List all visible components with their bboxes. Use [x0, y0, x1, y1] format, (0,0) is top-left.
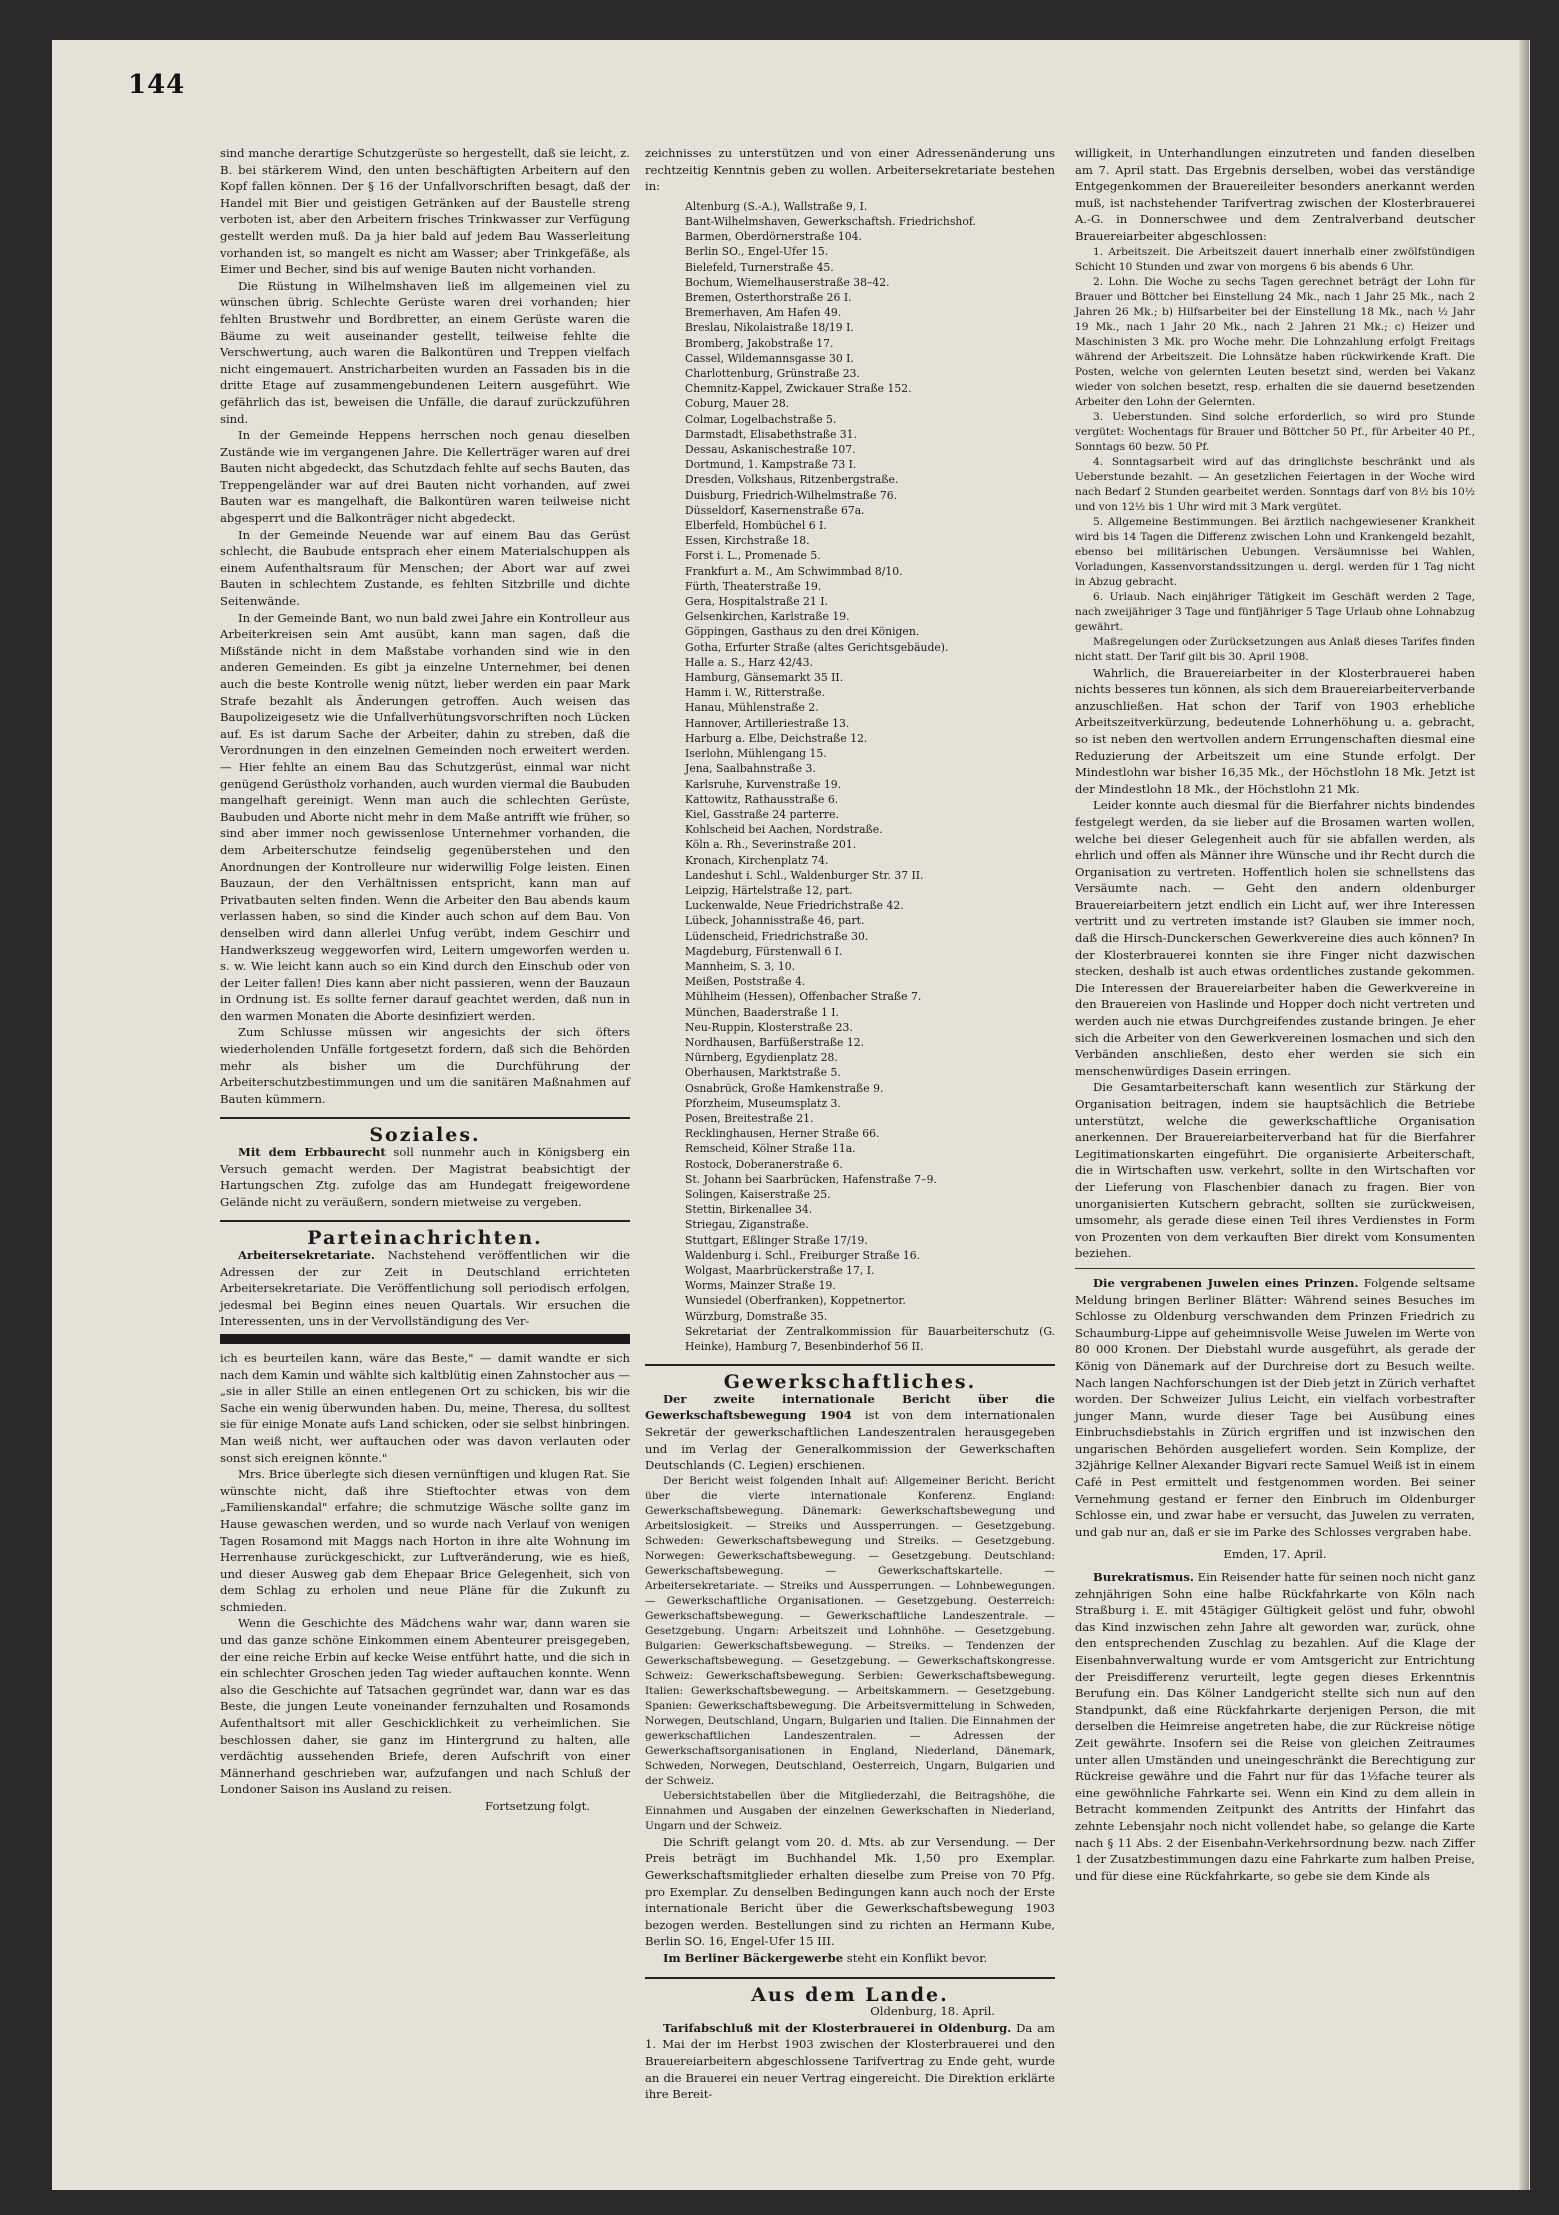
lead-text: Arbeitersekretariate.	[238, 1248, 375, 1262]
continuation-note: Fortsetzung folgt.	[485, 1799, 590, 1813]
paragraph	[645, 1391, 1055, 1474]
address-entry: Stettin, Birkenallee 34.	[685, 1203, 813, 1217]
section-divider	[220, 1220, 630, 1222]
address-entry: Kronach, Kirchenplatz 74.	[685, 853, 829, 867]
address-entry: Nordhausen, Barfüßerstraße 12.	[685, 1035, 865, 1049]
address-entry: Kiel, Gasstraße 24 parterre.	[685, 807, 839, 821]
paragraph: willigkeit, in Unterhandlungen einzutreten und fanden dieselben am 7. April statt. Das Ergebnis derselben, wobei das verständige Entgegenkommen der Brauereileiter besonders anerkannt werden muß, ist nachstehender Tarifvertrag zwischen der Klosterbrauerei A.-G. in Donnerschwee und dem Zentralverband deutscher Brauereiarbeiter abgeschlossen:	[1075, 146, 1475, 243]
address-entry: Dessau, Askanischestraße 107.	[685, 443, 856, 457]
section-divider	[645, 1364, 1055, 1366]
address-entry: Nürnberg, Egydienplatz 28.	[685, 1051, 838, 1065]
address-entry: Hamm i. W., Ritterstraße.	[685, 686, 825, 700]
tariff-clause: 1. Arbeitszeit. Die Arbeitszeit dauert innerhalb einer zwölfstündigen Schicht 10 Stunden und zwar von morgens 6 bis abends 6 Uhr.	[1075, 245, 1475, 273]
address-entry: Striegau, Ziganstraße.	[685, 1218, 809, 1232]
address-entry: Köln a. Rh., Severinstraße 201.	[685, 838, 857, 852]
address-entry: Würzburg, Domstraße 35.	[685, 1309, 828, 1323]
body-text: steht ein Konflikt bevor.	[843, 1950, 988, 1965]
address-entry: Colmar, Logelbachstraße 5.	[685, 412, 837, 426]
address-entry: Gera, Hospitalstraße 21 I.	[685, 595, 828, 609]
address-entry: München, Baaderstraße 1 I.	[685, 1005, 839, 1019]
address-entry: Jena, Saalbahnstraße 3.	[685, 762, 816, 776]
lead-text: Burekratismus.	[1093, 1570, 1194, 1585]
address-entry: Meißen, Poststraße 4.	[685, 975, 806, 989]
address-entry: Lübeck, Johannisstraße 46, part.	[685, 914, 865, 928]
address-entry: Dresden, Volkshaus, Ritzenbergstraße.	[685, 473, 899, 487]
address-entry: Luckenwalde, Neue Friedrichstraße 42.	[685, 899, 904, 913]
address-entry: Oberhausen, Marktstraße 5.	[685, 1066, 841, 1080]
address-entry: Hamburg, Gänsemarkt 35 II.	[685, 671, 844, 685]
address-entry: Gotha, Erfurter Straße (altes Gerichtsgebäude).	[685, 640, 949, 654]
paragraph: sind manche derartige Schutzgerüste so hergestellt, daß sie leicht, z. B. bei stärkerem Wind, den unten beschäftigten Arbeitern auf den Kopf fallen können. Der § 16 der Unfallvorschriften besagt, daß der Handel mit Bier und geistigen Getränken auf der Baustelle streng verboten ist, aber den Arbeitern frisches Trinkwasser zur Verfügung gestellt werden muß. Da ja hier bald auf jedem Bau Wasserleitung vorhanden ist, so mangelt es nicht am Wasser; aber Trinkgefäße, als Eimer und Becher, sind bis auf wenige Bauten nicht vorhanden.	[220, 146, 630, 277]
paragraph: zeichnisses zu unterstützen und von einer Adressenänderung uns rechtzeitig Kenntnis geben zu wollen. Arbeitersekretariate bestehen in:	[645, 146, 1055, 194]
address-entry: Darmstadt, Elisabethstraße 31.	[685, 427, 857, 441]
address-entry: Posen, Breitestraße 21.	[685, 1111, 814, 1125]
paragraph: In der Gemeinde Heppens herrschen noch genau dieselben Zustände wie im vergangenen Jahre. Die Kellerträger waren auf drei Bauten nicht abgedeckt, das Schutzdach fehlte auf sechs Bauten, das Treppengeländer war auf drei Bauten nicht vorhanden, auf zwei Bauten war es mangelhaft, die Balkontüren waren teilweise nicht abgesperrt und die Balkonträger nicht abgedeckt.	[220, 428, 630, 526]
address-entry: Stuttgart, Eßlinger Straße 17/19.	[685, 1233, 868, 1247]
address-entry: Frankfurt a. M., Am Schwimmbad 8/10.	[685, 564, 903, 578]
address-entry: Lüdenscheid, Friedrichstraße 30.	[685, 929, 869, 943]
paragraph	[1075, 1275, 1475, 1541]
paragraph: ich es beurteilen kann, wäre das Beste," — damit wandte er sich nach dem Kamin und wählte sich kaltblütig einen Zahnstocher aus — „sie in aller Stille an einen entlegenen Ort zu schicken, bis wir die Sache ein wenig überwunden haben. Du, meine, Theresa, du solltest sie für einige Monate aufs Land schicken, oder sie selbst hinbringen. Man weiß nicht, wer auftauchen oder was davon verlauten oder sonst sich ereignen könnte."	[220, 1350, 630, 1465]
section-heading-gewerkschaftliches: Gewerkschaftliches.	[723, 1371, 977, 1394]
address-entry: Chemnitz-Kappel, Zwickauer Straße 152.	[685, 382, 912, 396]
body-text: soll nunmehr auch in Königsberg ein Versuch gemacht werden. Der Magistrat beabsichtigt der Hartungschen Ztg. zufolge das am Hundegatt freigewordene Gelände nicht zu veräußern, sondern mietweise zu vergeben.	[220, 1145, 630, 1209]
address-entry: Breslau, Nikolaistraße 18/19 I.	[685, 321, 854, 335]
section-divider	[645, 1977, 1055, 1979]
column-1	[220, 145, 630, 2075]
address-entry: Altenburg (S.-A.), Wallstraße 9, I.	[685, 199, 868, 213]
paragraph	[645, 2020, 1055, 2103]
paragraph: Wenn die Geschichte des Mädchens wahr war, dann waren sie und das ganze schöne Einkommen einem Abenteurer preisgegeben, der eine reiche Erbin auf kecke Weise entführt hatte, und die sich in ein schlechter Groschen jeden Tag wieder auftauchen konnte. Wenn also die Geschichte auf Tatsachen gegründet war, dann war es das Beste, die jungen Leute voneinander fernzuhalten und Rosamonds Aufenthaltsort mit aller Geschicklichkeit zu verheimlichen. Sie beschlossen daher, sie ganz im Hintergrund zu halten, alle verdächtig aussehenden Briefe, deren Aufschrift von einer Männerhand geschrieben war, aufzufangen und nach Schluß der Londoner Saison ins Ausland zu reisen.	[220, 1616, 630, 1797]
address-entry: Berlin SO., Engel-Ufer 15.	[685, 245, 829, 259]
address-list	[645, 199, 1055, 1354]
paragraph: Uebersichtstabellen über die Mitgliederzahl, die Beitragshöhe, die Einnahmen und Ausgaben der einzelnen Gewerkschaften in Niederland, Ungarn und der Schweiz.	[645, 1789, 1055, 1832]
address-entry: Cassel, Wildemannsgasse 30 I.	[685, 351, 854, 365]
address-entry: Duisburg, Friedrich-Wilhelmstraße 76.	[685, 488, 898, 502]
tariff-clause: 3. Ueberstunden. Sind solche erforderlich, so wird pro Stunde vergütet: Wochentags für Brauer und Böttcher 50 Pf., für Arbeiter 40 Pf., Sonntags 60 bezw. 50 Pf.	[1075, 410, 1475, 453]
paragraph: Leider konnte auch diesmal für die Bierfahrer nichts bindendes festgelegt werden, da sie lieber auf die Brosamen warten wollen, welche bei dieser Gelegenheit auch für sie abfallen werden, als ehrlich und offen als Männer ihre Wünsche und ihr Recht durch die Organisation zu vertreten. Hoffentlich holen sie schnellstens das Versäumte nach. — Geht den andern oldenburger Brauereiarbeitern jetzt endlich ein Licht auf, wer ihre Interessen vertritt und zu vertreten imstande ist? Glauben sie immer noch, daß die Hirsch-Dunckerschen Gewerkvereine dies auch können? In der Klosterbrauerei konnten sie ihre Finger nicht dazwischen stecken, deshalb ist auch etwas ordentliches zustande gekommen. Die Interessen der Brauereiarbeiter haben die Gewerkvereine in den Brauereien von Haslinde und Hopper doch nicht vertreten und werden auch nie etwas Durchgreifendes zustande bringen. Je eher sich die Arbeiter von den Gewerkvereinen losmachen und sich den Verbänden anschließen, desto eher werden sie sich ein menschenwürdiges Dasein erringen.	[1075, 798, 1475, 1078]
tariff-clause: 4. Sonntagsarbeit wird auf das dringlichste beschränkt und als Ueberstunde bezahlt. — An gesetzlichen Feiertagen in der Woche wird nach Bedarf 2 Stunden gearbeitet werden. Sonntags darf von 8½ bis 10½ und von 12½ bis 1 Uhr wird mit 3 Mark vergütet.	[1075, 455, 1475, 513]
address-entry: Remscheid, Kölner Straße 11a.	[685, 1142, 856, 1156]
address-entry: Essen, Kirchstraße 18.	[685, 534, 810, 548]
dateline: Oldenburg, 18. April.	[870, 2004, 995, 2019]
paragraph: Zum Schlusse müssen wir angesichts der sich öfters wiederholenden Unfälle fortgesetzt fordern, daß sich die Behörden mehr als bisher um die Durchführung der Arbeiterschutzbestimmungen und um die sanitären Maßnahmen auf Bauten kümmern.	[220, 1025, 630, 1106]
lead-text: Der zweite internationale Bericht über die Gewerkschaftsbewegung 1904	[645, 1391, 1055, 1423]
address-entry: Neu-Ruppin, Klosterstraße 23.	[685, 1020, 853, 1034]
body-text: Da am 1. Mai der im Herbst 1903 zwischen der Klosterbrauerei und den Brauereiarbeitern abgeschlossene Tarifvertrag zu Ende geht, wurde an die Brauerei ein neuer Vertrag eingereicht. Die Direktion erklärte ihre Bereit-	[645, 2020, 1055, 2102]
address-entry: Göppingen, Gasthaus zu den drei Königen.	[685, 625, 920, 639]
address-entry: Barmen, Oberdörnerstraße 104.	[685, 230, 862, 244]
address-entry: Bielefeld, Turnerstraße 45.	[685, 260, 834, 274]
address-entry: Iserlohn, Mühlengang 15.	[685, 747, 827, 761]
tariff-clause: 5. Allgemeine Bestimmungen. Bei ärztlich nachgewiesener Krankheit wird bis 14 Tagen die Differenz zwischen Lohn und Krankengeld bezahlt, ebenso bei militärischen Uebungen. Versäumnisse bei Wahlen, Vorladungen, Kassenvorstandssitzungen u. dergl. werden für 1 Tag nicht in Abzug gebracht.	[1075, 515, 1475, 588]
column-3	[1075, 145, 1475, 2075]
address-entry: Sekretariat der Zentralkommission für Bauarbeiterschutz (G. Heinke), Hamburg 7, Besenbinderhof 56 II.	[685, 1324, 1055, 1354]
section-divider	[220, 1117, 630, 1119]
address-entry: Forst i. L., Promenade 5.	[685, 549, 821, 563]
address-entry: Mühlheim (Hessen), Offenbacher Straße 7.	[685, 990, 922, 1004]
address-entry: Kattowitz, Rathausstraße 6.	[685, 792, 839, 806]
address-entry: Recklinghausen, Herner Straße 66.	[685, 1127, 880, 1141]
section-heading-partei: Parteinachrichten.	[307, 1227, 543, 1250]
address-entry: Wolgast, Maarbrückerstraße 17, I.	[685, 1264, 875, 1277]
address-entry: Coburg, Mauer 28.	[685, 397, 790, 411]
lead-text: Im Berliner Bäckergewerbe	[663, 1950, 844, 1965]
address-entry: Harburg a. Elbe, Deichstraße 12.	[685, 731, 868, 745]
address-entry: Kohlscheid bei Aachen, Nordstraße.	[685, 823, 883, 837]
page-number: 144	[128, 70, 186, 100]
paragraph: Wahrlich, die Brauereiarbeiter in der Klosterbrauerei haben nichts besseres tun können, als sich dem Brauereiarbeiterverbande anzuschließen. Hat schon der Tarif von 1903 erhebliche Arbeitszeitverkürzung, bedeutende Lohnerhöhung u. a. gebracht, so ist neben den wertvollen andern Errungenschaften diesmal eine Reduzierung der Arbeitszeit um eine Stunde erfolgt. Der Mindestlohn war bisher 16,35 Mk., der Höchstlohn 18 Mk. Jetzt ist der Mindestlohn 18 Mk., der Höchstlohn 21 Mk.	[1075, 665, 1475, 796]
tariff-clause: Maßregelungen oder Zurücksetzungen aus Anlaß dieses Tarifes finden nicht statt. Der Tarif gilt bis 30. April 1908.	[1075, 635, 1475, 663]
address-entry: Landeshut i. Schl., Waldenburger Str. 37 II.	[685, 868, 924, 882]
paragraph	[220, 1247, 630, 1330]
lead-text: Die vergrabenen Juwelen eines Prinzen.	[1093, 1275, 1359, 1290]
address-entry: Bremerhaven, Am Hafen 49.	[685, 306, 842, 320]
address-entry: Charlottenburg, Grünstraße 23.	[685, 367, 860, 381]
address-entry: Magdeburg, Fürstenwall 6 I.	[685, 944, 843, 958]
body-text: ist von dem internationalen Sekretär der gewerkschaftlichen Landeszentralen herausgegeben und im Verlag der Generalkommission der Gewerkschaften Deutschlands (C. Legien) erschienen.	[645, 1408, 1056, 1473]
body-text: Nachstehend veröffentlichen wir die Adressen der zur Zeit in Deutschland errichteten Arbeitersekretariate. Die Veröffentlichung soll periodisch erfolgen, jedesmal bei Beginn eines neuen Quartals. Wir ersuchen die Interessenten, uns in der Vervollständigung des Ver-	[220, 1248, 630, 1329]
column-2	[645, 145, 1056, 2102]
address-entry: Pforzheim, Museumsplatz 3.	[685, 1096, 841, 1110]
paragraph: In der Gemeinde Bant, wo nun bald zwei Jahre ein Kontrolleur aus Arbeiterkreisen sein Amt ausübt, kann man sagen, daß die Mißstände nicht in dem Maßstabe vorhanden sind wie in den anderen Gemeinden. Es gibt ja einzelne Unternehmer, bei denen auch die beste Kontrolle wenig nützt, lieber werden ein paar Mark Strafe bezahlt als Änderungen getroffen. Auch weisen das Baupolizeigesetz wie die Unfallverhütungsvorschriften noch Lücken auf. Es ist darum Sache der Arbeiter, dahin zu streben, daß die Verordnungen in den einzelnen Gemeinden noch erweitert werden. — Hier fehlte an einem Bau das Schutzgerüst, einmal war nicht genügend Gerüstholz vorhanden, auch wurden viermal die Baubuden mangelhaft gereinigt. Wenn man auch die schlechten Gerüste, Baubuden und Aborte nicht mehr in dem Maße antrifft wie früher, so sind aber immer noch gewissenlose Unternehmer vorhanden, die dem Arbeiterschutze feindselig gegenüberstehen und den Anordnungen der Kontrolleure nur widerwillig Folge leisten. Einen Bauzaun, der den Verhältnissen entspricht, kann man auf Privatbauten selten finden. Wenn die Arbeiter den Bau abends kaum verlassen haben, so sind die Kinder auch schon auf dem Bau. Von denselben wird dann allerlei Unfug verübt, indem Geschirr und Handwerkszeug weggeworfen wird, Leitern umgeworfen werden u. s. w. Wie leicht kann auch so ein Kind durch den Einschub oder von der Leiter fallen! Dies kann aber nicht passieren, wenn der Bauzaun in Ordnung ist. Es sollte ferner darauf geachtet werden, daß nun in den warmen Monaten die Aborte desinfiziert werden.	[220, 610, 630, 1023]
address-entry: Wunsiedel (Oberfranken), Koppetnertor.	[685, 1294, 906, 1308]
dateline: Emden, 17. April.	[1223, 1547, 1327, 1562]
address-entry: Bremen, Osterthorstraße 26 I.	[685, 291, 852, 304]
divider	[1075, 1268, 1475, 1269]
section-heading-aus-dem-lande: Aus dem Lande.	[751, 1983, 949, 2006]
address-entry: Leipzig, Härtelstraße 12, part.	[685, 883, 853, 897]
address-entry: Bant-Wilhelmshaven, Gewerkschaftsh. Friedrichshof.	[685, 214, 976, 228]
tariff-clause: 2. Lohn. Die Woche zu sechs Tagen gerechnet beträgt der Lohn für Brauer und Böttcher bei Einstellung 24 Mk., nach 1 Jahr 25 Mk., nach 2 Jahren 26 Mk.; b) Hilfsarbeiter bei der Einstellung 18 Mk., nach ½ Jahr 19 Mk., nach 1 Jahr 20 Mk., nach 2 Jahren 21 Mk.; c) Heizer und Maschinisten 3 Mk. pro Woche mehr. Die Lohnzahlung erfolgt Freitags während der Arbeitszeit. Die Lohnsätze haben rückwirkende Kraft. Die Posten, welche von gelernten Leuten besetzt sind, werden bei Vakanz wieder von solchen besetzt, resp. erhalten die sie dauernd besetzenden Arbeiter den Lohn der Gelernten.	[1075, 275, 1475, 408]
address-entry: Osnabrück, Große Hamkenstraße 9.	[685, 1081, 884, 1095]
address-entry: Rostock, Doberanerstraße 6.	[685, 1157, 843, 1171]
lead-text: Tarifabschluß mit der Klosterbrauerei in Oldenburg.	[663, 2020, 1012, 2035]
paragraph: Mrs. Brice überlegte sich diesen vernünftigen und klugen Rat. Sie wünschte nicht, daß ihre Stieftochter etwas von dem „Familienskandal" erfahre; die schmutzige Wäsche sollte ganz im Hause gewaschen werden, und so wurde nach Verlauf von wenigen Tagen Rosamond mit Maggs nach Horton in ihre alte Wohnung im Herrenhause zurückgeschickt, zur Luftveränderung, wie es hieß, und dieser Ausweg gab dem Ehepaar Brice Gelegenheit, sich von dem Schlag zu erholen und neue Pläne für die Zukunft zu schmieden.	[220, 1467, 630, 1614]
address-entry: Düsseldorf, Kasernenstraße 67a.	[685, 503, 865, 517]
paragraph	[1075, 1569, 1475, 1884]
section-heading-soziales: Soziales.	[369, 1124, 481, 1147]
address-entry: Fürth, Theaterstraße 19.	[685, 579, 822, 593]
address-entry: Hannover, Artilleriestraße 13.	[685, 716, 850, 730]
address-entry: Hanau, Mühlenstraße 2.	[685, 701, 819, 715]
address-entry: Mannheim, S. 3, 10.	[685, 959, 796, 973]
tariff-clause: 6. Urlaub. Nach einjähriger Tätigkeit im Geschäft werden 2 Tage, nach zweijähriger 3 Tage und fünfjähriger 5 Tage Urlaub ohne Lohnabzug gewährt.	[1075, 590, 1475, 633]
address-entry: Karlsruhe, Kurvenstraße 19.	[685, 777, 842, 791]
address-entry: Worms, Mainzer Straße 19.	[685, 1279, 836, 1293]
paragraph: Die Gesamtarbeiterschaft kann wesentlich zur Stärkung der Organisation beitragen, indem sie hauptsächlich die Betriebe unterstützt, welche die gewerkschaftliche Organisation anerkennen. Der Brauereiarbeiterverband hat für die Bierfahrer Legitimationskarten eingeführt. Die organisierte Arbeiterschaft, die in Wirtschaften usw. verkehrt, sollte in den Wirtschaften vor der Lieferung von Flaschenbier danach zu fragen. Bier von unorganisierten Kutschern gebracht, sollten sie zurückweisen, umsomehr, als gerade diese einen Teil ihres Verdienstes in Form von Prozenten von dem verkauften Bier direkt vom Konsumenten beziehen.	[1075, 1080, 1475, 1261]
paragraph: In der Gemeinde Neuende war auf einem Bau das Gerüst schlecht, die Baubude entsprach eher einem Materialschuppen als einem Aufenthaltsraum für Menschen; der Abort war auf zwei Bauten in schlechtem Zustande, es fehlten Sitzbrille und dichte Seitenwände.	[220, 527, 630, 609]
paragraph: Die Rüstung in Wilhelmshaven ließ im allgemeinen viel zu wünschen übrig. Schlechte Gerüste waren drei vorhanden; hier fehlten Brustwehr und Bordbretter, an einem Gerüste waren die Bäume zu weit auseinander gestellt, teilweise fehlte die Verschwertung, auch waren die Balkontüren und Treppen vielfach nicht eingemauert. Anstricharbeiten wurden an Fassaden bis in die dritte Etage auf zusammengebundenen Leitern ausgeführt. Wie gefährlich das ist, beweisen die Unfälle, die darauf zurückzuführen sind.	[220, 278, 630, 426]
paragraph: Die Schrift gelangt vom 20. d. Mts. ab zur Versendung. — Der Preis beträgt im Buchhandel Mk. 1,50 pro Exemplar. Gewerkschaftsmitglieder erhalten dieselbe zum Preise von 70 Pfg. pro Exemplar. Zu denselben Bedingungen kann auch noch der Erste internationale Bericht über die Gewerkschaftsbewegung 1903 bezogen werden. Bestellungen sind zu richten an Hermann Kube, Berlin SO. 16, Engel-Ufer 15 III.	[645, 1834, 1055, 1949]
address-entry: Halle a. S., Harz 42/43.	[685, 655, 813, 669]
address-entry: Elberfeld, Hombüchel 6 I.	[685, 519, 827, 533]
address-entry: Dortmund, 1. Kampstraße 73 I.	[685, 458, 857, 472]
body-text: Ein Reisender hatte für seinen noch nicht ganz zehnjährigen Sohn eine halbe Rückfahrkarte von Köln nach Straßburg i. E. mit 45tägiger Gültigkeit gelöst und fuhr, obwohl das Kind inzwischen zehn Jahre alt geworden war, zurück, ohne den entsprechenden Zuschlag zu bezahlen. Auf die Klage der Eisenbahnverwaltung wurde er vom Amtsgericht zur Entrichtung der Preisdifferenz verurteilt, legte gegen dieses Erkenntnis Berufung ein. Das Kölner Landgericht stellte sich nun auf den Standpunkt, daß eine Rückfahrkarte derjenigen Person, die mit derselben die Heimreise angetreten habe, die zur Rückreise nötige Zeit gewährte. Insofern sei die Reise von gleichen Zeitraumes unter allen Umständen und uneingeschränkt die Berechtigung zur Rückreise gewähre und die Fahrt nur für das 1½fache teurer als eine gewöhnliche Fahrkarte sei. Wenn ein Kind zu dem allein in Betracht kommenden Zeitpunkt des Antritts der Hinfahrt das zehnte Lebensjahr noch nicht vollendet habe, so gelange die Karte nach § 11 Abs. 2 der Eisenbahn-Verkehrsordnung bezw. nach Ziffer 1 der Zusatzbestimmungen dazu eine Fahrkarte zum halben Preise, und für diese eine Rückfahrkarte, so gebe sie dem Kinde als	[1075, 1570, 1475, 1883]
address-entry: Solingen, Kaiserstraße 25.	[685, 1187, 831, 1201]
address-entry: St. Johann bei Saarbrücken, Hafenstraße 7–9.	[685, 1172, 937, 1186]
page-edge	[1519, 40, 1529, 2190]
paragraph	[645, 1950, 1055, 1967]
body-text: Folgende seltsame Meldung bringen Berliner Blätter: Während seines Besuches im Schlosse zu Oldenburg verschwanden dem Prinzen Friedrich zu Schaumburg-Lippe auf geheimnisvolle Weise Juwelen im Werte von 80 000 Kronen. Der Diebstahl wurde ausgeführt, als gerade der König von Dänemark auf der Durchreise dort zu Besuch weilte. Nach langen Nachforschungen ist der Dieb jetzt in Zürich verhaftet worden. Der Schweizer Julius Leicht, ein vielfach vorbestrafter junger Mann, wurde dieser Tage bei Ausübung eines Einbruchsdiebstahls in Zürich ergriffen und ist inzwischen den ungarischen Behörden ausgeliefert worden. Sein Komplize, der 32jährige Kellner Alexander Bigvari recte Samuel Weiß ist in einem Café in Pest ermittelt und festgenommen worden. Bei seiner Vernehmung gestand er ferner den Einbruch im Oldenburger Schlosse ein, und zwar habe er versucht, das Juwelen zu verraten, und gab nur an, daß er sie im Parke des Schlosses vergraben habe.	[1075, 1275, 1475, 1539]
feuilleton-divider	[220, 1334, 630, 1344]
address-entry: Gelsenkirchen, Karlstraße 19.	[685, 610, 850, 624]
address-entry: Bromberg, Jakobstraße 17.	[685, 336, 834, 350]
address-entry: Waldenburg i. Schl., Freiburger Straße 16.	[685, 1248, 921, 1262]
lead-text: Mit dem Erbbaurecht	[238, 1145, 386, 1160]
paragraph: Der Bericht weist folgenden Inhalt auf: Allgemeiner Bericht. Bericht über die vierte internationale Konferenz. England: Gewerkschaftsbewegung. Dänemark: Gewerkschaftsbewegung und Arbeitslosigkeit. — Streiks und Aussperrungen. — Gesetzgebung. Schweden: Gewerkschaftsbewegung und Streiks. — Gesetzgebung. Norwegen: Gewerkschaftsbewegung. — Gesetzgebung. Deutschland: Gewerkschaftsbewegung. — Gewerkschaftskartelle. — Arbeitersekretariate. — Streiks und Aussperrungen. — Lohnbewegungen. — Gewerkschaftliche Organisationen. — Gesetzgebung. Oesterreich: Gewerkschaftsbewegung. — Gewerkschaftliche Landeszentrale. — Gesetzgebung. Ungarn: Arbeitszeit und Lohnhöhe. — Gesetzgebung. Bulgarien: Gewerkschaftsbewegung. — Streiks. — Tendenzen der Gewerkschaftsbewegung. — Gesetzgebung. — Gewerkschaftskongresse. Schweiz: Gewerkschaftsbewegung. Serbien: Gewerkschaftsbewegung. Italien: Gewerkschaftsbewegung. — Arbeitskammern. — Gesetzgebung. Spanien: Gewerkschaftsbewegung. Die Arbeitsvermittelung in Schweden, Norwegen, Deutschland, Ungarn, Bulgarien und Italien. Die Einnahmen der gewerkschaftlichen Landeszentralen. — Adressen der Gewerkschaftsorganisationen in England, Niederland, Dänemark, Schweden, Norwegen, Deutschland, Oesterreich, Ungarn, Bulgarien und der Schweiz.	[645, 1474, 1055, 1787]
address-entry: Bochum, Wiemelhauserstraße 38–42.	[685, 275, 890, 289]
paragraph	[220, 1144, 630, 1210]
